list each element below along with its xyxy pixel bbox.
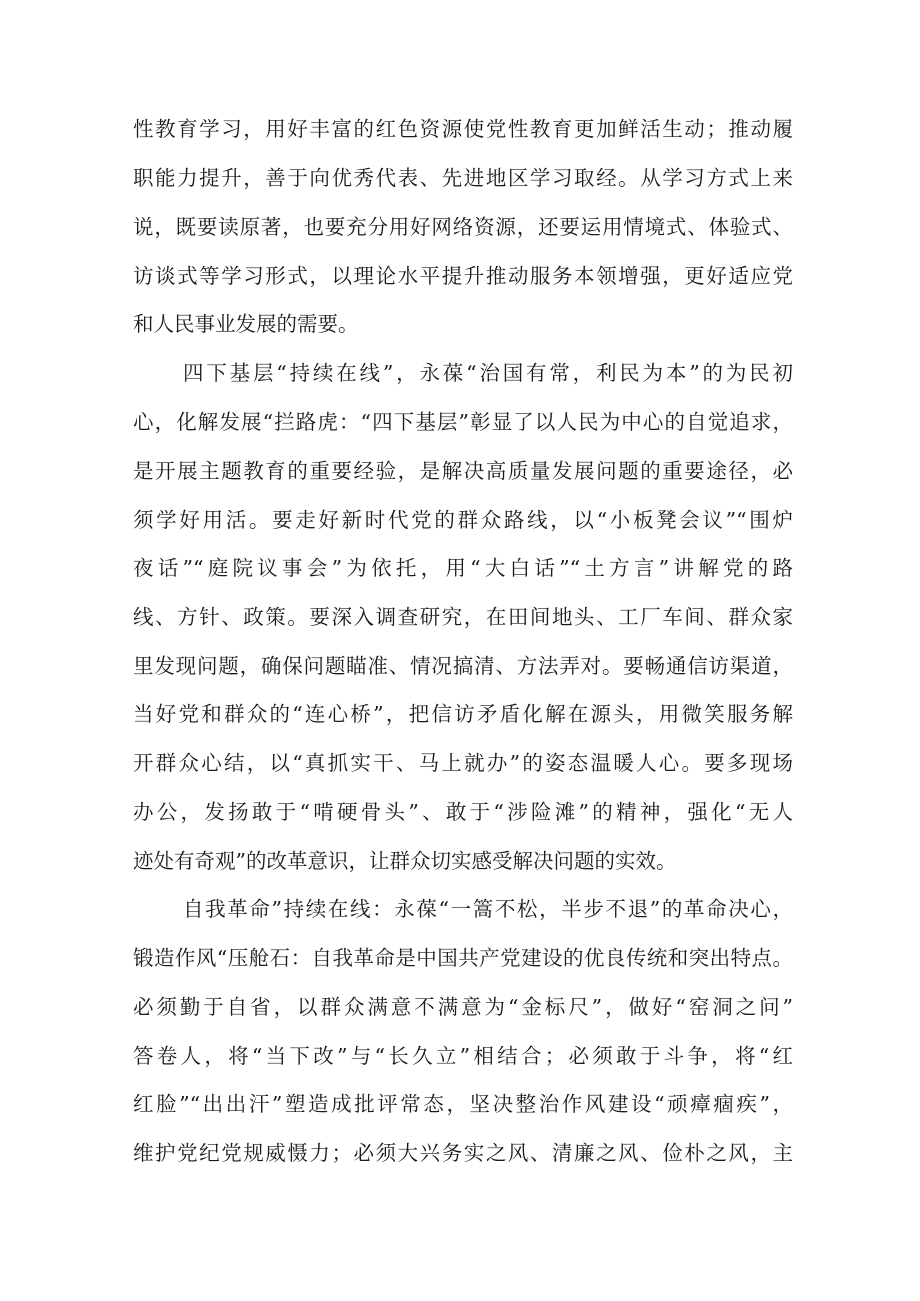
text-line: 当好党和群众的“连心桥”，把信访矛盾化解在源头，用微笑服务解 bbox=[133, 702, 793, 726]
text-line: 自我革命”持续在线：永葆“一篙不松，半步不退”的革命决心， bbox=[183, 897, 793, 921]
text-line: 和人民事业发展的需要。 bbox=[133, 312, 359, 336]
text-line: 访谈式等学习形式，以理论水平提升推动服务本领增强，更好适应党 bbox=[133, 264, 793, 288]
text-line: 须学好用活。要走好新时代党的群众路线，以“小板凳会议”“围炉 bbox=[133, 508, 793, 532]
text-line: 是开展主题教育的重要经验，是解决高质量发展问题的重要途径，必 bbox=[133, 459, 793, 483]
text-line: 职能力提升，善于向优秀代表、先进地区学习取经。从学习方式上来 bbox=[133, 166, 793, 190]
text-line: 夜话”“庭院议事会”为依托，用“大白话”“土方言”讲解党的路 bbox=[133, 556, 793, 580]
text-line: 办公，发扬敢于“啃硬骨头”、敢于“涉险滩”的精神，强化“无人 bbox=[133, 800, 793, 824]
text-line: 心，化解发展“拦路虎：“四下基层”彰显了以人民为中心的自觉追求， bbox=[133, 410, 793, 434]
text-line: 里发现问题，确保问题瞄准、情况搞清、方法弄对。要畅通信访渠道， bbox=[133, 654, 793, 678]
text-line: 线、方针、政策。要深入调查研究，在田间地头、工厂车间、群众家 bbox=[133, 605, 793, 629]
text-line: 答卷人，将“当下改”与“长久立”相结合；必须敢于斗争，将“红 bbox=[133, 1044, 793, 1068]
text-line: 性教育学习，用好丰富的红色资源使党性教育更加鲜活生动；推动履 bbox=[133, 117, 793, 141]
text-line: 红脸”“出出汗”塑造成批评常态，坚决整治作风建设“顽瘴痼疾”， bbox=[133, 1092, 793, 1116]
text-line: 说，既要读原著，也要充分用好网络资源，还要运用情境式、体验式、 bbox=[133, 215, 793, 239]
text-line: 锻造作风“压舱石：自我革命是中国共产党建设的优良传统和突出特点。 bbox=[133, 946, 793, 970]
text-line: 维护党纪党规威慑力；必须大兴务实之风、清廉之风、俭朴之风，主 bbox=[133, 1141, 793, 1165]
text-line: 迹处有奇观”的改革意识，让群众切实感受解决问题的实效。 bbox=[133, 849, 677, 873]
text-line: 四下基层“持续在线”，永葆“治国有常，利民为本”的为民初 bbox=[183, 361, 793, 385]
text-line: 开群众心结，以“真抓实干、马上就办”的姿态温暖人心。要多现场 bbox=[133, 751, 793, 775]
text-line: 必须勤于自省，以群众满意不满意为“金标尺”，做好“窑洞之问” bbox=[133, 995, 793, 1019]
